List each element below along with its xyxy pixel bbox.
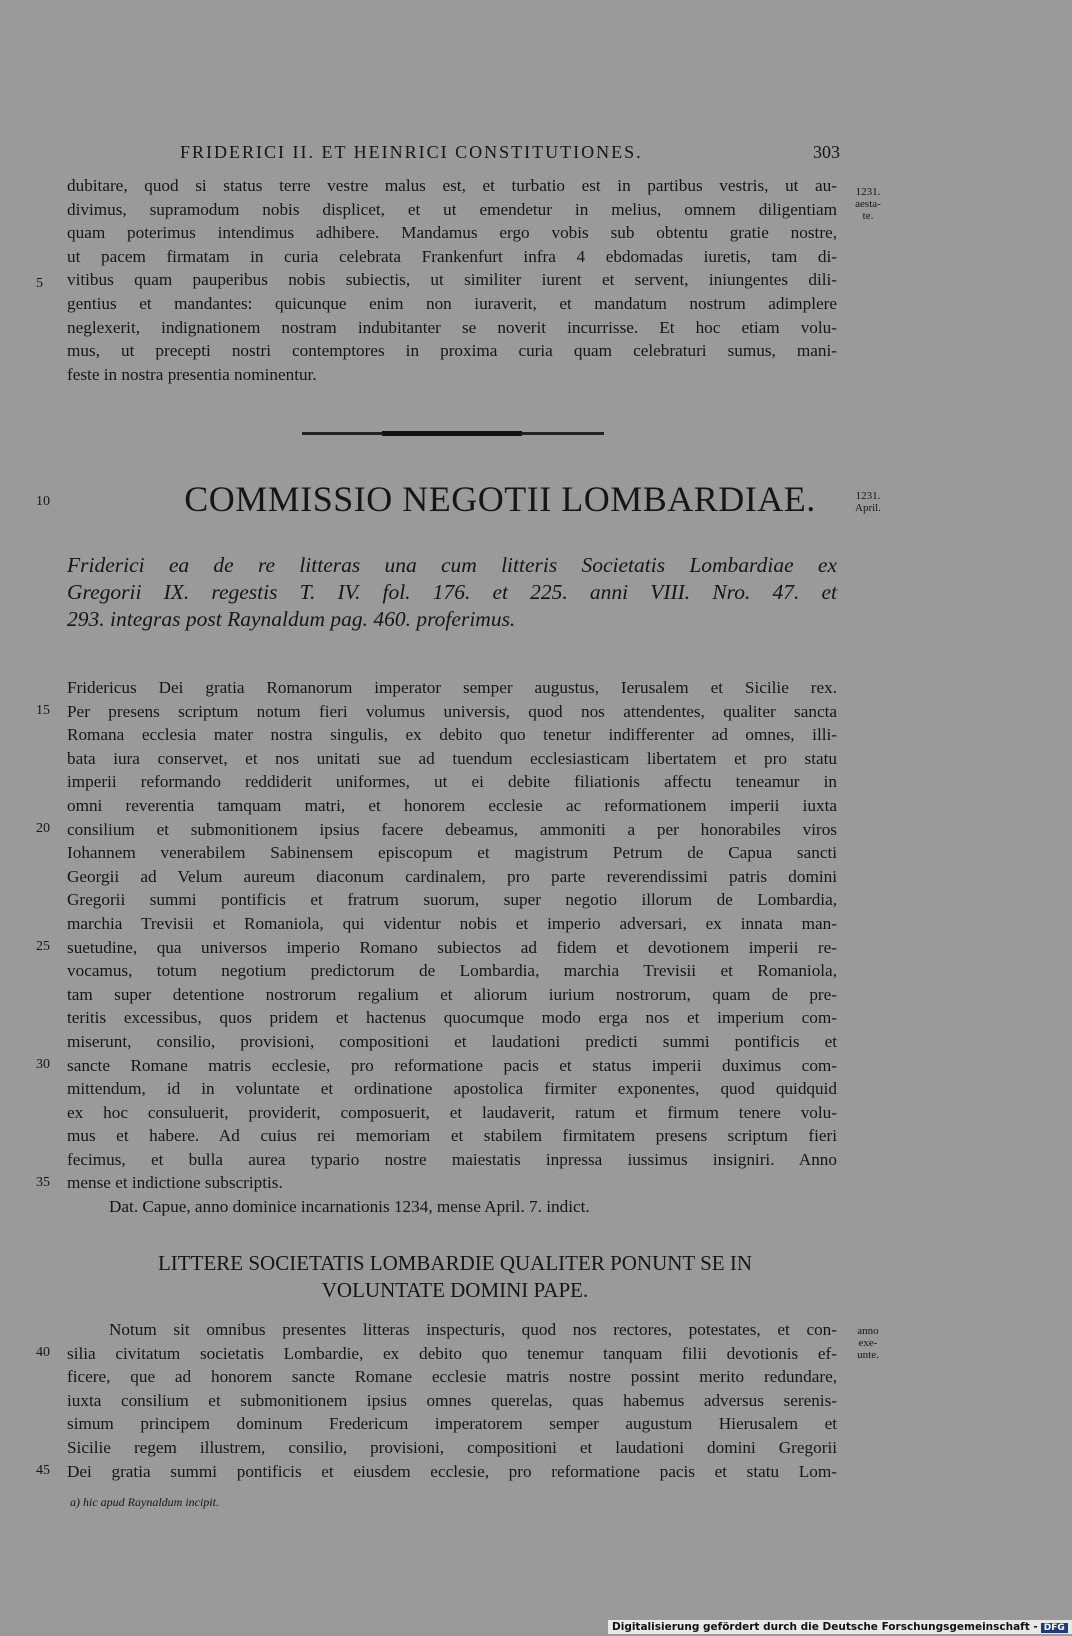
footnote: a) hic apud Raynaldum incipit. [70,1495,219,1509]
text-line: tam super detentione nostrorum regalium et aliorum iurium nostrorum, quam de pre- [67,984,837,1004]
text-line: simum principem dominum Fredericum imperatorem semper augustum Hierusalem et [67,1414,837,1434]
text-line: omni reverentia tamquam matri, et honorem ecclesie ac reformationem imperii iuxta [67,795,837,815]
line-number: 15 [36,703,50,718]
text-line: ex hoc consuluerit, providerit, composuerit, et laudaverit, ratum et firmum tenere volu- [67,1102,837,1122]
text-line: Sicilie regem illustrem, consilio, provisioni, compositioni et laudationi domini Gregorii [67,1437,837,1457]
text-line: silia civitatum societatis Lombardie, ex debito quo tenemur tanquam filii devotionis ef- [67,1343,837,1363]
line-number: 5 [36,276,43,291]
line-number: 10 [36,494,50,509]
section-divider [302,432,604,435]
line-number: 40 [36,1345,50,1360]
text-line: Iohannem venerabilem Sabinensem episcopum et magistrum Petrum de Capua sancti [67,843,837,863]
subsection-title: LITTERE SOCIETATIS LOMBARDIE QUALITER PONUNT SE IN VOLUNTATE DOMINI PAPE. [157,1251,753,1302]
dfg-logo: DFG [1041,1623,1068,1633]
text-line: vitibus quam pauperibus nobis subiectis, ut similiter iurent et servent, iniungentes dili- [67,270,837,290]
text-line: feste in nostra presentia nominentur. [67,364,317,384]
intro-line: Gregorii IX. regestis T. IV. fol. 176. et 225. anni VIII. Nro. 47. et [67,580,837,604]
text-line: Romana ecclesia mater nostra singulis, ex debito quo tenetur indifferenter ad omnes, illi- [67,725,837,745]
section-title: COMMISSIO NEGOTII LOMBARDIAE. [184,479,816,519]
text-line: consilium et submonitionem ipsius facere debeamus, ammoniti a per honorabiles viros [67,819,837,839]
text-line: imperii reformando reddiderit uniformes, ut ei debite filiationis affectu teneamur in [67,772,837,792]
text-line: mus et habere. Ad cuius rei memoriam et stabilem firmitatem presens scriptum fieri [67,1126,837,1146]
text-line: mense et indictione subscriptis. [67,1173,283,1193]
text-line: Notum sit omnibus presentes litteras inspecturis, quod nos rectores, potestates, et con- [109,1320,837,1339]
text-line: Georgii ad Velum aureum diaconum cardinalem, pro parte reverendissimi patris domini [67,866,837,886]
text-block-1 [67,174,837,386]
text-line: vocamus, totum negotium predictorum de Lombardia, marchia Trevisii et Romaniola, [67,961,837,981]
text-line: ficere, que ad honorem sancte Romane ecclesie matris nostre possint merito redundare, [67,1367,837,1387]
text-line: Fridericus Dei gratia Romanorum imperator semper augustus, Ierusalem et Sicilie rex. [67,678,837,697]
text-block-2 [67,676,837,1219]
text-line: Dei gratia summi pontificis et eiusdem ecclesie, pro reformatione pacis et statu Lom- [67,1461,837,1481]
intro-line: Friderici ea de re litteras una cum litteris Societatis Lombardiae ex [67,553,837,577]
running-head-title: FRIDERICI II. ET HEINRICI CONSTITUTIONES. [180,142,643,162]
margin-date-note: 1231. aesta- te. [855,186,881,222]
text-block-3 [67,1318,837,1483]
text-line: fecimus, et bulla aurea typario nostre maiestatis inpressa iussimus insigniri. Anno [67,1149,837,1169]
line-number: 20 [36,821,50,836]
text-line: Gregorii summi pontificis et fratrum suorum, super negotio illorum de Lombardia, [67,890,837,910]
text-line: divimus, supramodum nobis displicet, et ut emendetur in melius, omnem diligentiam [67,199,837,219]
text-line: miserunt, consilio, provisioni, compositioni et laudationi predicti summi pontificis et [67,1031,837,1051]
line-number: 45 [36,1463,50,1478]
text-line: sancte Romane matris ecclesie, pro reformatione pacis et status imperii duximus com- [67,1055,837,1075]
text-line: mittendum, id in voluntate et ordinatione apostolica firmiter exponentes, quod quidquid [67,1079,837,1099]
text-line: Per presens scriptum notum fieri volumus universis, quod nos attendentes, qualiter sancta [67,701,837,721]
line-number: 35 [36,1175,50,1190]
text-line: suetudine, qua universos imperio Romano subiectos ad fidem et devotionem imperii re- [67,937,837,957]
editorial-intro [67,552,837,633]
margin-date-note: 1231. April. [855,490,881,514]
text-line: gentius et mandantes: quicunque enim non iuraverit, et mandatum nostrum adimplere [67,293,837,313]
text-line: bata iura conservet, et nos unitati sue ad tuendum ecclesiasticam libertatem et pro statu [67,748,837,768]
credit-text: Digitalisierung gefördert durch die Deutsche Forschungsgemeinschaft - [612,1621,1038,1633]
text-line: teritis excessibus, quos pridem et hactenus quocumque modo erga nos et imperium com- [67,1008,837,1028]
text-line: ut pacem firmatam in curia celebrata Frankenfurt infra 4 ebdomadas iuretis, tam di- [67,246,837,266]
line-number: 30 [36,1057,50,1072]
text-line: quam poterimus intendimus adhibere. Mandamus ergo vobis sub obtentu gratie nostre, [67,223,837,243]
margin-date-note: anno exe- unte. [857,1325,879,1361]
line-number: 25 [36,939,50,954]
text-line: mus, ut precepti nostri contemptores in proxima curia quam celebraturi sumus, mani- [67,341,837,361]
digitization-credit [608,1620,1072,1634]
page-number: 303 [813,142,840,162]
intro-line: 293. integras post Raynaldum pag. 460. proferimus. [67,607,516,631]
text-line: iuxta consilium et submonitionem ipsius omnes querelas, quas habemus adversus serenis- [67,1390,837,1410]
text-line: marchia Trevisii et Romaniola, qui videntur nobis et imperio adversari, ex innata man- [67,913,837,933]
text-line: Dat. Capue, anno dominice incarnationis 1234, mense April. 7. indict. [109,1197,590,1217]
text-line: neglexerit, indignationem nostram indubitanter se noverit incurrisse. Et hoc etiam volu- [67,317,837,337]
text-line: dubitare, quod si status terre vestre malus est, et turbatio est in partibus vestris, ut au- [67,176,837,195]
